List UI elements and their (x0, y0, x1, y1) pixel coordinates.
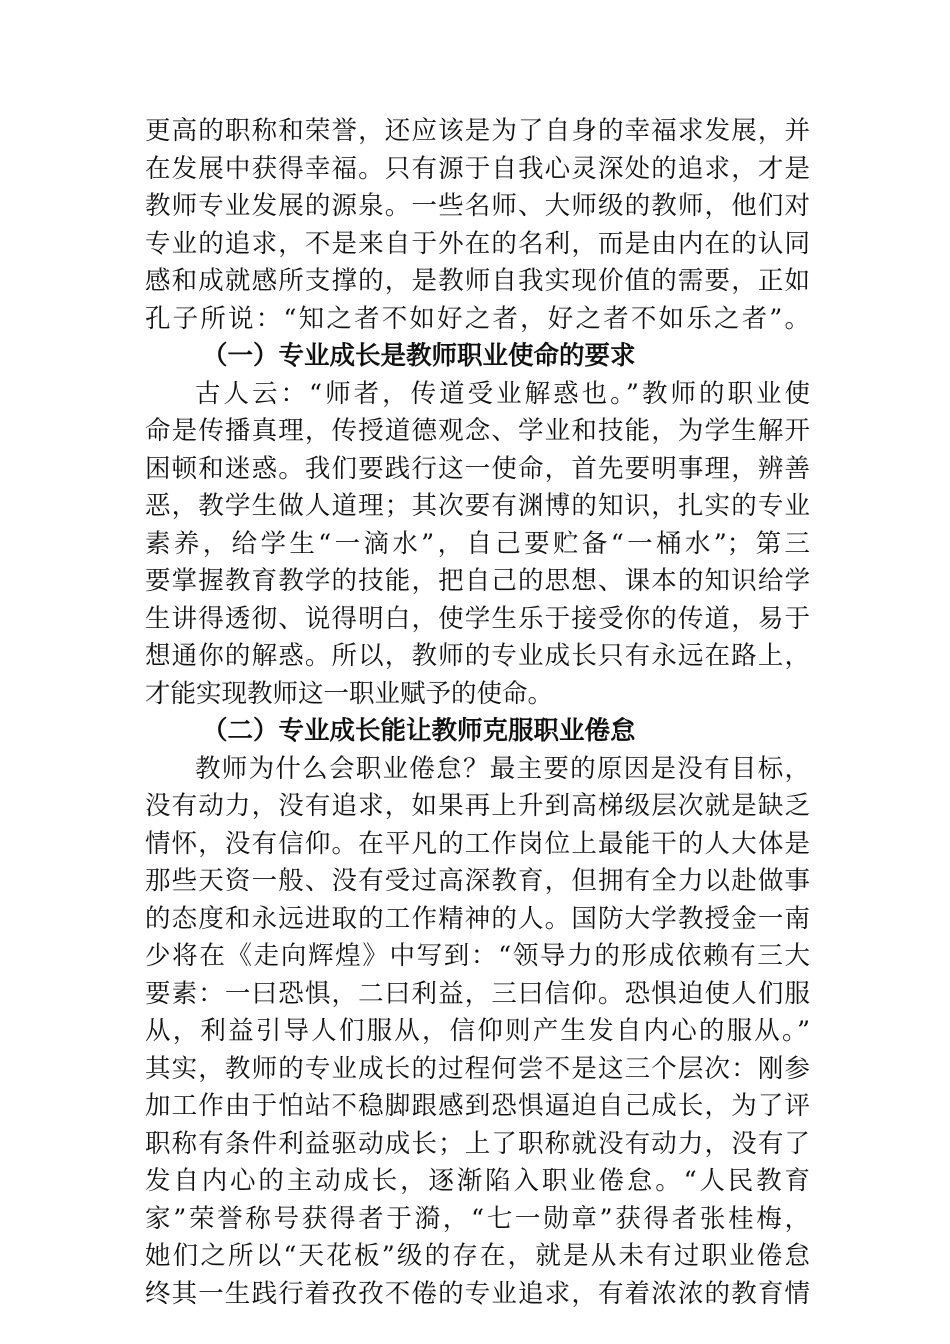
text-line: 她们之所以“天花板”级的存在，就是从未有过职业倦怠 (145, 1241, 810, 1271)
text-line: 少将在《走向辉煌》中写到：“领导力的形成依赖有三大 (145, 941, 810, 971)
text-line: 恶，教学生做人道理；其次要有渊博的知识，扎实的专业 (145, 491, 810, 521)
text-line: 要素：一曰恐惧，二曰利益，三曰信仰。恐惧迫使人们服 (145, 978, 810, 1009)
text-line: 要掌握教育教学的技能，把自己的思想、课本的知识给学 (145, 566, 810, 596)
section-heading: （二）专业成长能让教师克服职业倦怠 (202, 716, 636, 746)
text-line: 的态度和永远进取的工作精神的人。国防大学教授金一南 (145, 903, 810, 934)
paragraph (145, 376, 810, 714)
text-line: 生讲得透彻、说得明白，使学生乐于接受你的传道，易于 (145, 603, 810, 634)
paragraph (145, 751, 810, 1314)
text-line: 职称有条件利益驱动成长；上了职称就没有动力，没有了 (145, 1128, 810, 1159)
text-line: 加工作由于怕站不稳脚跟感到恐惧逼迫自己成长，为了评 (145, 1091, 810, 1121)
document-page (145, 113, 810, 1313)
text-line: 困顿和迷惑。我们要践行这一使命，首先要明事理，辨善 (145, 453, 810, 484)
text-line: 在发展中获得幸福。只有源于自我心灵深处的追求，才是 (145, 153, 810, 184)
text-line: 发自内心的主动成长，逐渐陷入职业倦怠。“人民教育 (145, 1166, 810, 1196)
text-line: 更高的职称和荣誉，还应该是为了自身的幸福求发展，并 (145, 116, 810, 146)
text-line: 感和成就感所支撑的，是教师自我实现价值的需要，正如 (145, 266, 810, 296)
text-line: 古人云：“师者，传道受业解惑也。”教师的职业使 (195, 378, 810, 409)
text-line: 想通你的解惑。所以，教师的专业成长只有永远在路上， (145, 641, 810, 671)
text-line: 专业的追求，不是来自于外在的名利，而是由内在的认同 (145, 228, 810, 259)
text-line: 情怀，没有信仰。在平凡的工作岗位上最能干的人大体是 (145, 828, 810, 859)
text-line: 命是传播真理，传授道德观念、学业和技能，为学生解开 (145, 416, 810, 446)
text-line: 孔子所说：“知之者不如好之者，好之者不如乐之者”。 (145, 303, 810, 334)
text-line: 那些天资一般、没有受过高深教育，但拥有全力以赴做事 (145, 866, 810, 896)
text-line: 素养，给学生“一滴水”，自己要贮备“一桶水”；第三 (145, 528, 810, 559)
text-line: 终其一生践行着孜孜不倦的专业追求，有着浓浓的教育情 (145, 1278, 810, 1309)
text-line: 家”荣誉称号获得者于漪，“七一勋章”获得者张桂梅， (145, 1203, 810, 1234)
text-line: 没有动力，没有追求，如果再上升到高梯级层次就是缺乏 (145, 791, 810, 821)
paragraph (145, 113, 810, 338)
text-line: 教师为什么会职业倦怠？最主要的原因是没有目标， (195, 753, 810, 784)
section-heading: （一）专业成长是教师职业使命的要求 (202, 341, 636, 371)
text-line: 才能实现教师这一职业赋予的使命。 (145, 678, 554, 709)
text-line: 其实，教师的专业成长的过程何尝不是这三个层次：刚参 (145, 1053, 810, 1084)
text-line: 从，利益引导人们服从，信仰则产生发自内心的服从。” (145, 1016, 810, 1046)
text-line: 教师专业发展的源泉。一些名师、大师级的教师，他们对 (145, 191, 810, 221)
